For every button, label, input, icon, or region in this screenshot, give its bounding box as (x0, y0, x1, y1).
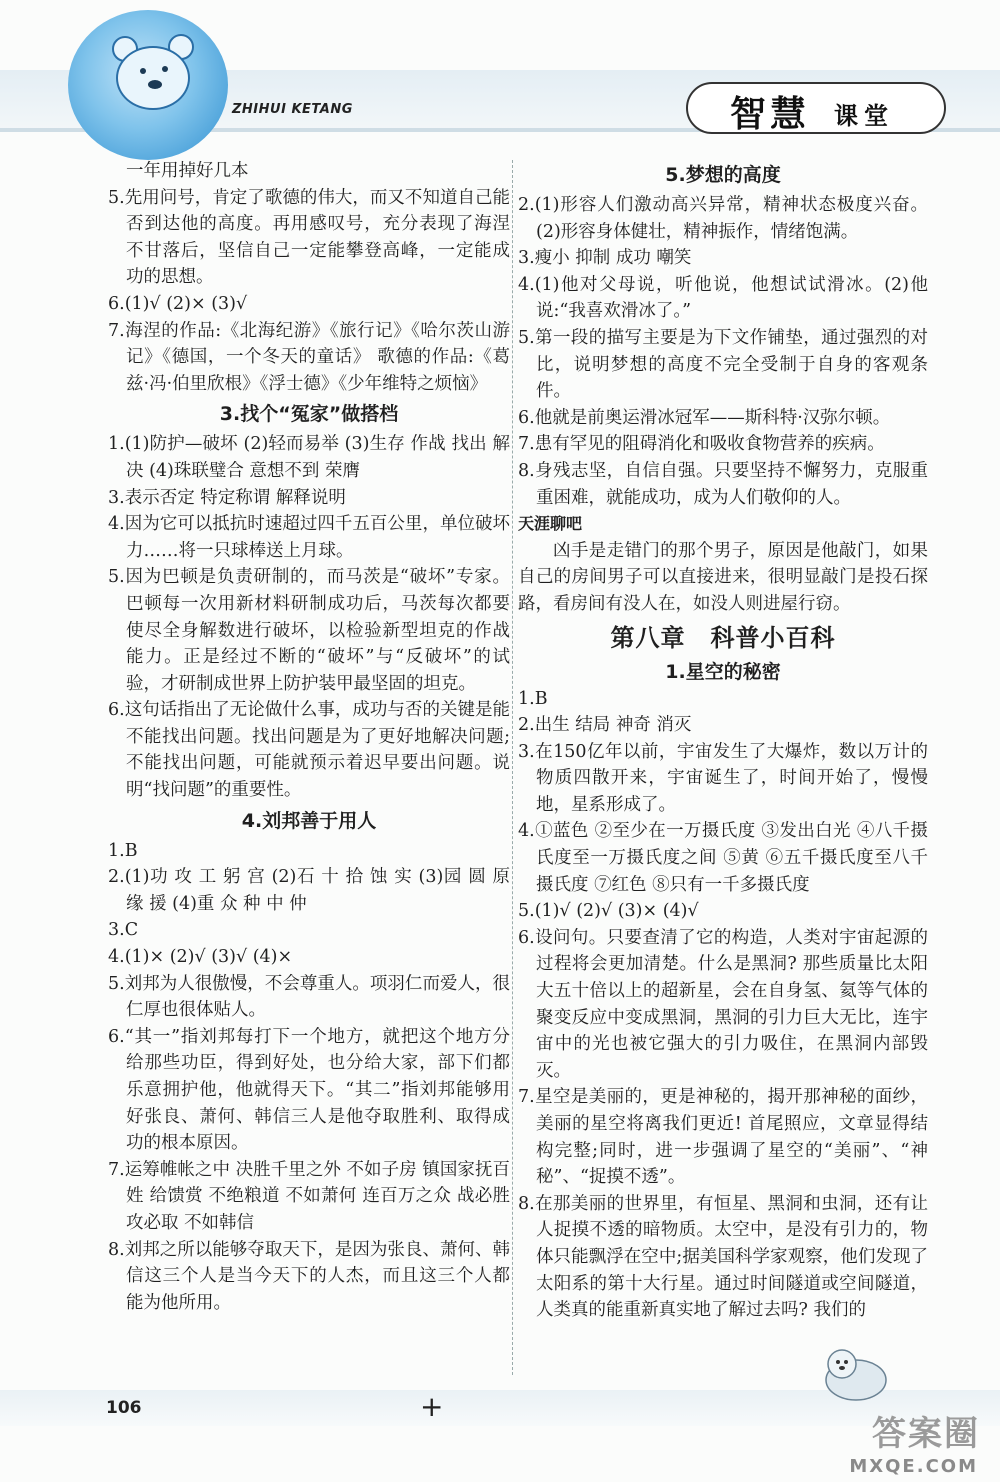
watermark-url: MXQE.COM (849, 1456, 978, 1477)
answer-item: 4.(1)× (2)√ (3)√ (4)× (108, 947, 293, 968)
section-title: 1.星空的秘密 (665, 660, 781, 683)
answer-item: 2.(1)功 攻 工 躬 宫 (2)石 十 拾 蚀 实 (3)园 圆 原 缘 援 (4)重 众 种 中 仲 (108, 867, 510, 914)
right-column (518, 158, 928, 1324)
brand-logo (686, 82, 946, 134)
answer-item: 4.(1)他对父母说，听他说，他想试试滑冰。(2)他说:“我喜欢滑冰了。” (518, 274, 928, 322)
answer-item: 2.出生 结局 神奇 消灭 (518, 715, 692, 736)
answer-item: 4.①蓝色 ②至少在一万摄氏度 ③发出白光 ④八千摄氏度至一万摄氏度之间 ⑤黄 ⑥五千摄氏度至八千摄氏度 ⑦红色 ⑧只有一千多摄氏度 (518, 821, 928, 895)
answer-item: 8.刘邦之所以能够夺取天下，是因为张良、萧何、韩信这三个人是当今天下的人杰，而且这三个人都能为他所用。 (108, 1239, 510, 1313)
answer-item: 3.表示否定 特定称谓 解释说明 (108, 487, 346, 508)
answer-item: 6.这句话指出了无论做什么事，成功与否的关键是能不能找出问题。找出问题是为了更好地解决问题;不能找出问题，可能就预示着迟早要出问题。说明“找问题”的重要性。 (108, 700, 510, 801)
answer-item: 3.C (108, 920, 139, 941)
mascot-nose (148, 80, 162, 89)
tianya-heading: 天涯聊吧 (518, 514, 583, 534)
answer-line: 一年用掉好几本 (126, 161, 249, 181)
answer-item: 5.第一段的描写主要是为下文作铺垫，通过强烈的对比，说明梦想的高度不完全受制于自身的客观条件。 (518, 327, 928, 402)
bear-mascot-icon (68, 10, 228, 160)
mascot-face (116, 46, 190, 110)
brand-sub: 课堂 (834, 102, 894, 130)
mascot-eye-right (162, 66, 168, 72)
answer-item: 1.B (518, 688, 548, 709)
mascot-eye-left (140, 68, 146, 74)
answer-item: 2.(1)形容人们激动高兴异常，精神状态极度兴奋。(2)形容身体健壮，精神振作，情绪饱满。 (518, 195, 928, 242)
answer-item: 8.身残志坚，自信自强。只要坚持不懈努力，克服重重困难，就能成功，成为人们敬仰的人。 (518, 460, 928, 508)
answer-item: 3.在150亿年以前，宇宙发生了大爆炸，数以万计的物质四散开来，宇宙诞生了，时间开始了，慢慢地，星系形成了。 (518, 741, 928, 815)
brand-pinyin: ZHIHUI KETANG (232, 102, 353, 117)
brand-main: 智慧 (730, 94, 811, 135)
answer-item: 5.(1)√ (2)√ (3)× (4)√ (518, 901, 699, 922)
answer-item: 7.运筹帷帐之中 决胜千里之外 不如子房 镇国家抚百姓 给馈赏 不绝粮道 不如萧何 连百万之众 战必胜 攻必取 不如韩信 (108, 1159, 510, 1233)
page-header (0, 0, 1000, 160)
answer-item: 5.刘邦为人很傲慢，不会尊重人。项羽仁而爱人，很仁厚也很体贴人。 (108, 973, 510, 1021)
answer-item: 7.星空是美丽的，更是神秘的，揭开那神秘的面纱，美丽的星空将离我们更近! 首尾照应，文章显得结构完整;同时，进一步强调了星空的“美丽”、“神秘”、“捉摸不透”。 (518, 1087, 928, 1188)
dog-mascot-icon (812, 1338, 898, 1408)
answer-item: 4.因为它可以抵抗时速超过四千五百公里，单位破坏力……将一只球棒送上月球。 (108, 514, 510, 561)
answer-item: 1.(1)防护—破坏 (2)轻而易举 (3)生存 作战 找出 解决 (4)珠联璧合 意想不到 荣膺 (108, 434, 510, 481)
answer-item: 7.海涅的作品:《北海纪游》《旅行记》《哈尔茨山游记》《德国，一个冬天的童话》 歌德的作品:《葛兹·冯·伯里欣根》《浮士德》《少年维特之烦恼》 (108, 320, 510, 394)
answer-item: 5.先用问号，肯定了歌德的伟大，而又不知道自己能否到达他的高度。再用感叹号，充分表现了海涅不甘落后，坚信自己一定能攀登高峰，一定能成功的思想。 (108, 187, 510, 288)
answer-item: 3.瘦小 抑制 成功 嘲笑 (518, 248, 692, 269)
crosshair-mark-icon: + (420, 1390, 444, 1423)
page-footer (0, 1378, 1000, 1482)
column-divider (512, 160, 514, 1375)
answer-item: 8.在那美丽的世界里，有恒星、黑洞和虫洞，还有让人捉摸不透的暗物质。太空中，是没有引力的，物体只能飘浮在空中;据美国科学家观察，他们发现了太阳系的第十大行星。通过时间隧道或空间隧道，人类真的能重新真实地了解过去吗? 我们的 (518, 1193, 928, 1321)
watermark (836, 1406, 984, 1477)
answer-item: 7.患有罕见的阻碍消化和吸收食物营养的疾病。 (518, 434, 885, 455)
answer-item: 6.设问句。只要查清了它的构造，人类对宇宙起源的过程将会更加清楚。什么是黑洞? 那些质量比太阳大五十倍以上的超新星，会在自身氢、氦等气体的聚变反应中变成黑洞，黑洞的引力巨大无比，连宇宙中的光也被它强大的引力吸住，在黑洞内部毁灭。 (518, 927, 928, 1081)
section-title: 3.找个“冤家”做搭档 (219, 403, 399, 426)
chapter-title: 第八章 科普小百科 (610, 622, 836, 652)
answer-item: 6.他就是前奥运滑冰冠军——斯科特·汉弥尔顿。 (518, 407, 891, 428)
left-column (108, 158, 510, 1316)
watermark-title: 答案圈 (872, 1414, 980, 1454)
answer-item: 5.因为巴顿是负责研制的，而马茨是“破坏”专家。巴顿每一次用新材料研制成功后，马茨每次都要使尽全身解数进行破坏，以检验新型坦克的作战能力。正是经过不断的“破坏”与“反破坏”的试验，才研制成世界上防护装甲最坚固的坦克。 (108, 567, 510, 694)
section-title: 5.梦想的高度 (665, 164, 781, 186)
tianya-text: 凶手是走错门的那个男子，原因是他敲门，如果自己的房间男子可以直接进来，很明显敲门是投石探路，看房间有没人在，如没人则进屋行窃。 (518, 540, 928, 614)
answer-item: 6.(1)√ (2)× (3)√ (108, 293, 248, 314)
answer-item: 6.“其一”指刘邦每打下一个地方，就把这个地方分给那些功臣，得到好处，也分给大家，部下们都乐意拥护他，他就得天下。“其二”指刘邦能够用好张良、萧何、韩信三人是他夺取胜利、取得成功的根本原因。 (108, 1026, 510, 1154)
section-title: 4.刘邦善于用人 (241, 809, 377, 832)
page-number: 106 (106, 1398, 142, 1418)
answer-item: 1.B (108, 840, 138, 861)
